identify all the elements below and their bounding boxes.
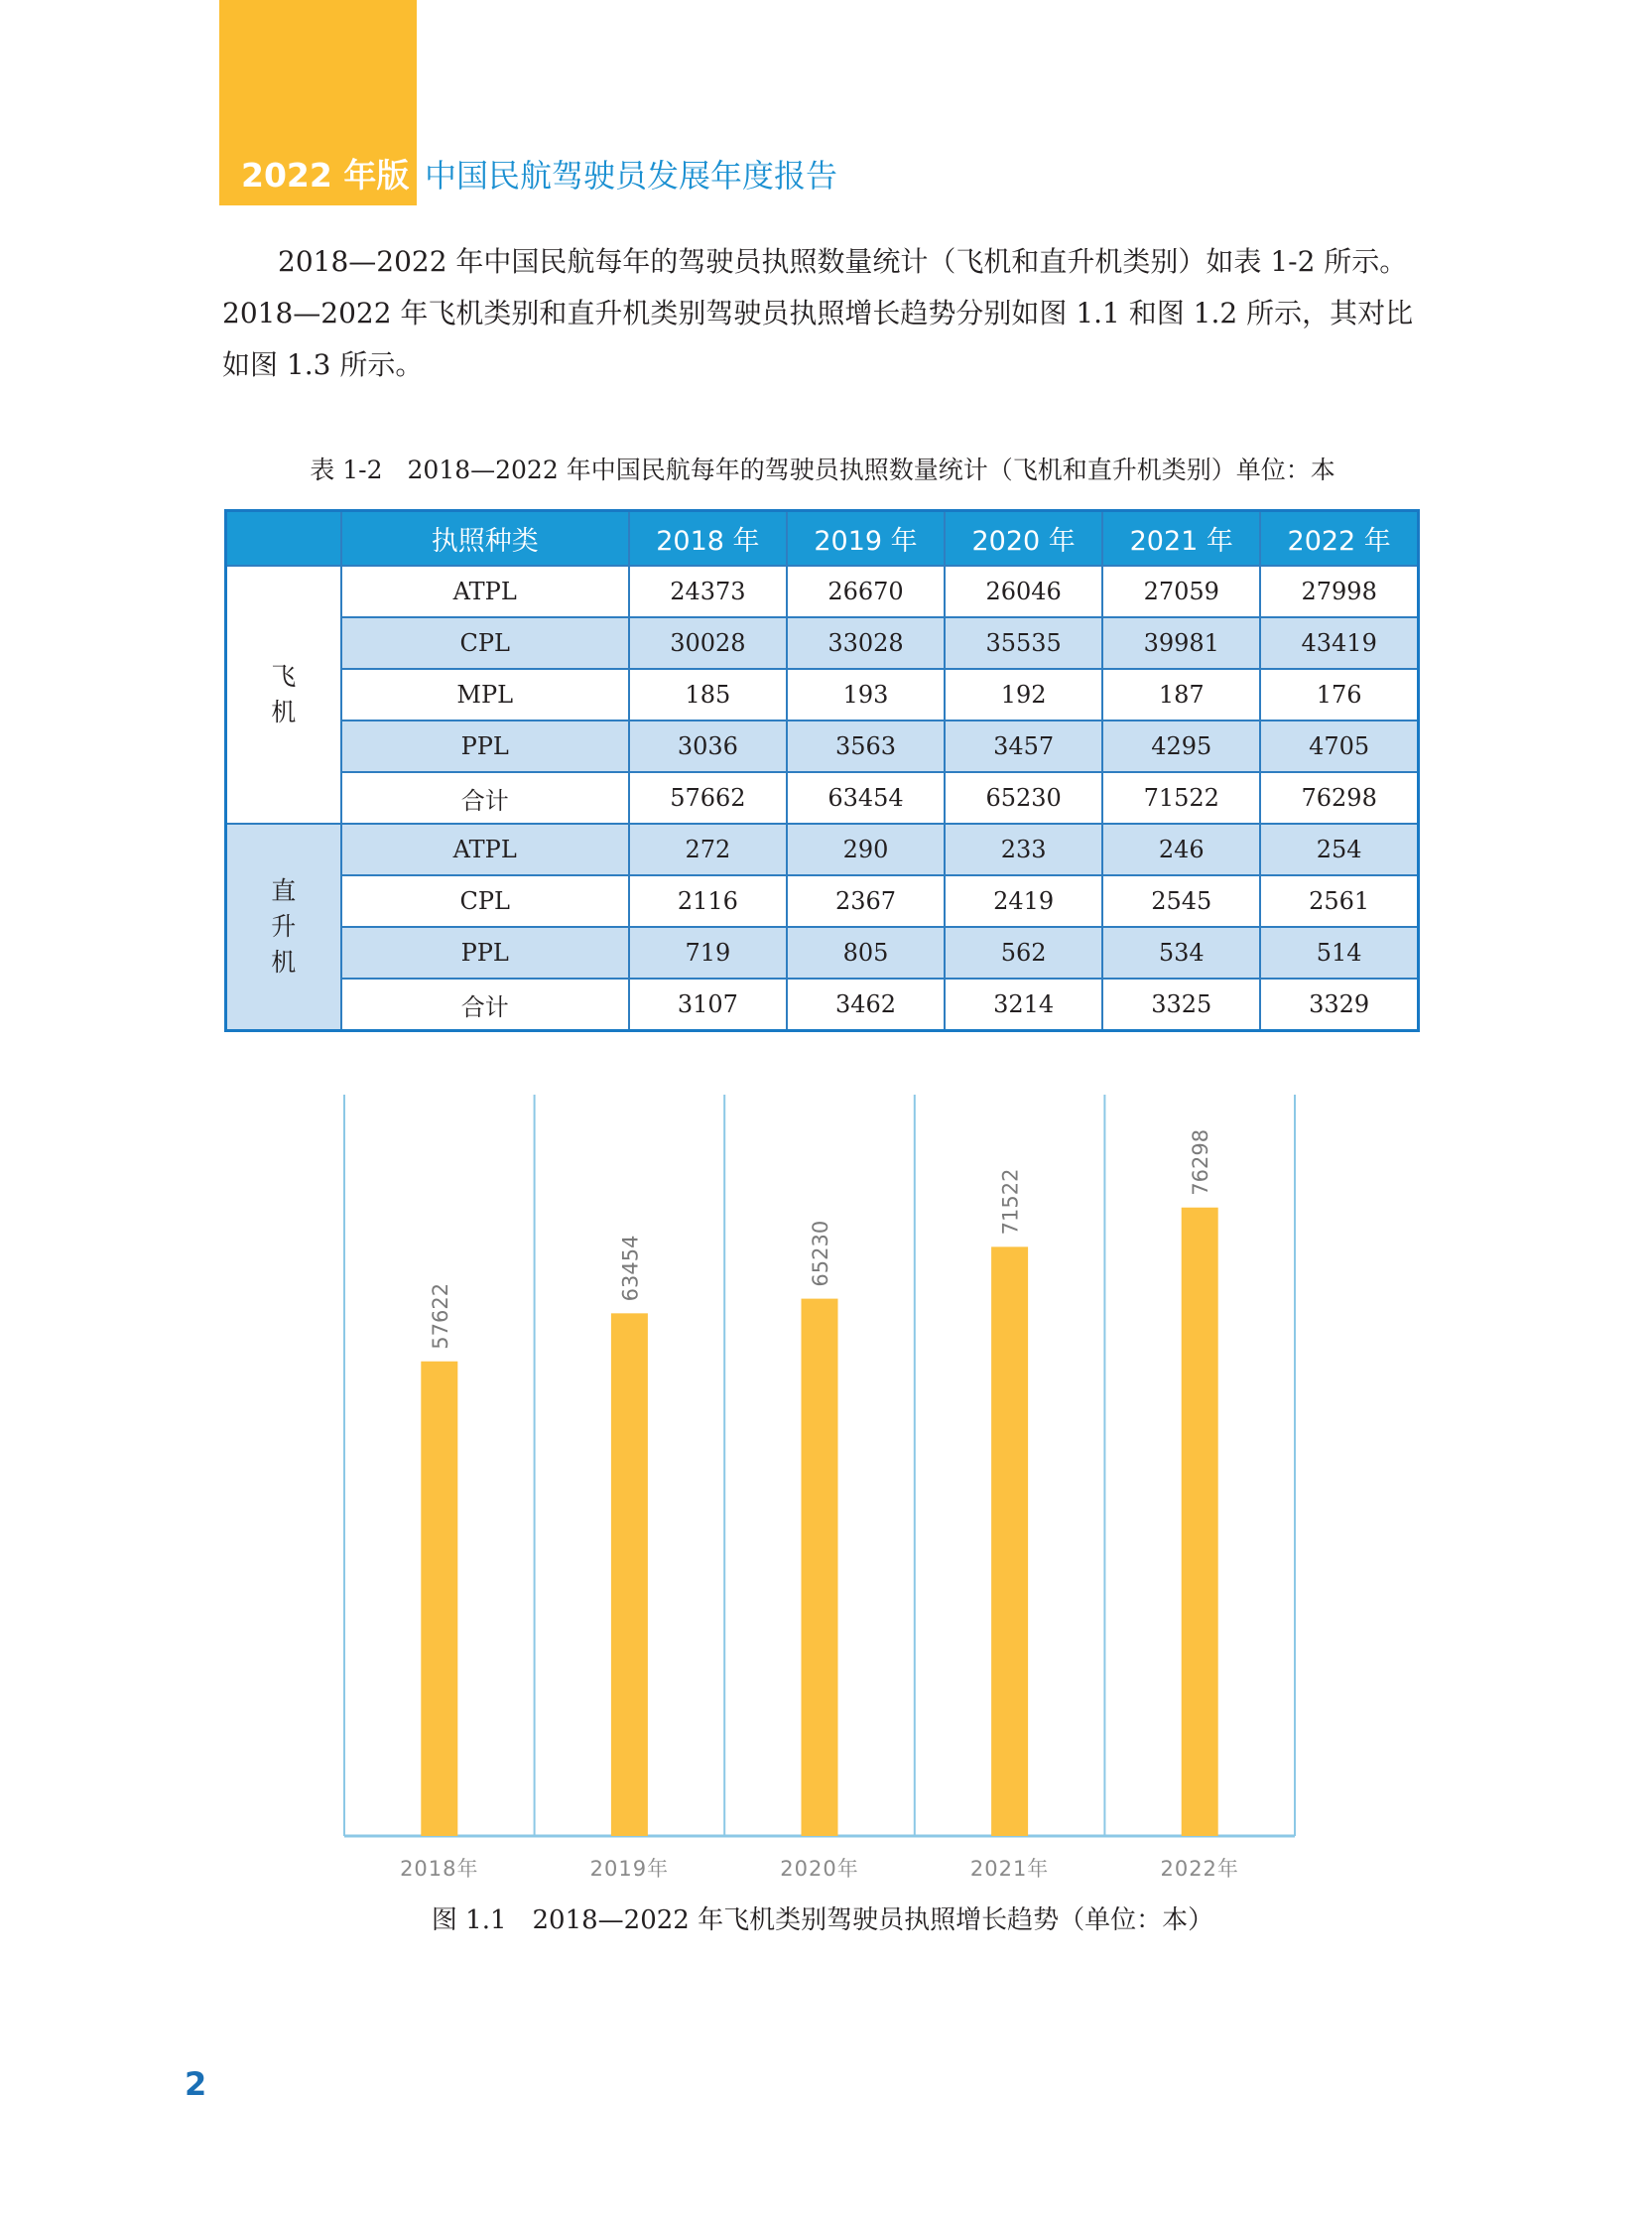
bar <box>611 1313 648 1836</box>
value-cell: 3329 <box>1260 979 1418 1031</box>
table-row <box>226 979 1419 1031</box>
value-cell: 272 <box>629 824 787 875</box>
table-row <box>226 927 1419 979</box>
value-cell: 3563 <box>787 720 945 772</box>
table-header-row <box>226 511 1419 567</box>
table-row <box>226 824 1419 875</box>
report-title: 中国民航驾驶员发展年度报告 <box>425 157 838 195</box>
table-header-cell: 2019 年 <box>787 511 945 567</box>
table-header-cell: 2021 年 <box>1102 511 1260 567</box>
bar <box>991 1246 1028 1836</box>
value-cell: 2545 <box>1102 875 1260 927</box>
x-tick-label: 2022年 <box>1160 1857 1239 1881</box>
table-row <box>226 566 1419 617</box>
intro-paragraph <box>222 236 1423 391</box>
value-cell: 2561 <box>1260 875 1418 927</box>
bar-value-label: 63454 <box>618 1235 643 1302</box>
table-row <box>226 617 1419 669</box>
value-cell: 24373 <box>629 566 787 617</box>
value-cell: 26046 <box>945 566 1102 617</box>
group-label: 直 升 机 <box>226 824 341 1031</box>
bar <box>421 1362 457 1836</box>
bar <box>802 1299 838 1836</box>
x-tick-label: 2018年 <box>400 1857 479 1881</box>
table-row <box>226 772 1419 824</box>
value-cell: 4295 <box>1102 720 1260 772</box>
value-cell: 187 <box>1102 669 1260 720</box>
value-cell: 2116 <box>629 875 787 927</box>
table-caption: 表 1-2 2018—2022 年中国民航每年的驾驶员执照数量统计（飞机和直升机类别）单位：本 <box>310 456 1335 484</box>
value-cell: 4705 <box>1260 720 1418 772</box>
value-cell: 3036 <box>629 720 787 772</box>
x-tick-label: 2021年 <box>969 1857 1050 1881</box>
value-cell: 2367 <box>787 875 945 927</box>
value-cell: 27059 <box>1102 566 1260 617</box>
value-cell: 43419 <box>1260 617 1418 669</box>
report-edition: 2022 年版 <box>241 156 410 195</box>
group-label: 飞 机 <box>226 566 341 824</box>
value-cell: 719 <box>629 927 787 979</box>
value-cell: 3457 <box>945 720 1102 772</box>
table-row <box>226 720 1419 772</box>
table-row <box>226 875 1419 927</box>
license-type-cell: PPL <box>341 927 629 979</box>
bar-value-label: 71522 <box>998 1168 1023 1236</box>
value-cell: 254 <box>1260 824 1418 875</box>
value-cell: 71522 <box>1102 772 1260 824</box>
table-body <box>226 566 1419 1031</box>
license-type-cell: PPL <box>341 720 629 772</box>
license-type-cell: ATPL <box>341 824 629 875</box>
bar-value-label: 76298 <box>1189 1128 1213 1196</box>
license-type-cell: CPL <box>341 875 629 927</box>
value-cell: 3107 <box>629 979 787 1031</box>
license-type-cell: ATPL <box>341 566 629 617</box>
value-cell: 805 <box>787 927 945 979</box>
value-cell: 3462 <box>787 979 945 1031</box>
value-cell: 176 <box>1260 669 1418 720</box>
bar <box>1182 1208 1218 1836</box>
table-header-cell: 2020 年 <box>945 511 1102 567</box>
value-cell: 3214 <box>945 979 1102 1031</box>
value-cell: 33028 <box>787 617 945 669</box>
license-type-cell: 合计 <box>341 772 629 824</box>
value-cell: 39981 <box>1102 617 1260 669</box>
figure-caption: 图 1.1 2018—2022 年飞机类别驾驶员执照增长趋势（单位：本） <box>431 1905 1214 1935</box>
table-header-cell: 执照种类 <box>341 511 629 567</box>
table-header-cell: 2022 年 <box>1260 511 1418 567</box>
x-tick-label: 2020年 <box>780 1857 859 1881</box>
value-cell: 57662 <box>629 772 787 824</box>
value-cell: 534 <box>1102 927 1260 979</box>
value-cell: 233 <box>945 824 1102 875</box>
page-number: 2 <box>185 2065 207 2103</box>
value-cell: 30028 <box>629 617 787 669</box>
x-tick-label: 2019年 <box>589 1857 670 1881</box>
value-cell: 514 <box>1260 927 1418 979</box>
value-cell: 2419 <box>945 875 1102 927</box>
value-cell: 76298 <box>1260 772 1418 824</box>
value-cell: 26670 <box>787 566 945 617</box>
intro-text: 2018—2022 年中国民航每年的驾驶员执照数量统计（飞机和直升机类别）如表 1-2 所示。2018—2022 年飞机类别和直升机类别驾驶员执照增长趋势分别如图 1.1 和图 1.2 所示，其对比如图 1.3 所示。 <box>222 245 1414 381</box>
license-table <box>224 509 1420 1032</box>
table-header-cell: 2018 年 <box>629 511 787 567</box>
license-type-cell: 合计 <box>341 979 629 1031</box>
value-cell: 246 <box>1102 824 1260 875</box>
value-cell: 63454 <box>787 772 945 824</box>
value-cell: 193 <box>787 669 945 720</box>
bar-value-label: 57622 <box>428 1282 452 1350</box>
value-cell: 65230 <box>945 772 1102 824</box>
bar-value-label: 65230 <box>809 1220 832 1287</box>
value-cell: 562 <box>945 927 1102 979</box>
license-type-cell: MPL <box>341 669 629 720</box>
value-cell: 192 <box>945 669 1102 720</box>
table-header-group <box>226 511 341 567</box>
license-type-cell: CPL <box>341 617 629 669</box>
value-cell: 185 <box>629 669 787 720</box>
value-cell: 35535 <box>945 617 1102 669</box>
value-cell: 3325 <box>1102 979 1260 1031</box>
value-cell: 27998 <box>1260 566 1418 617</box>
table-row <box>226 669 1419 720</box>
value-cell: 290 <box>787 824 945 875</box>
